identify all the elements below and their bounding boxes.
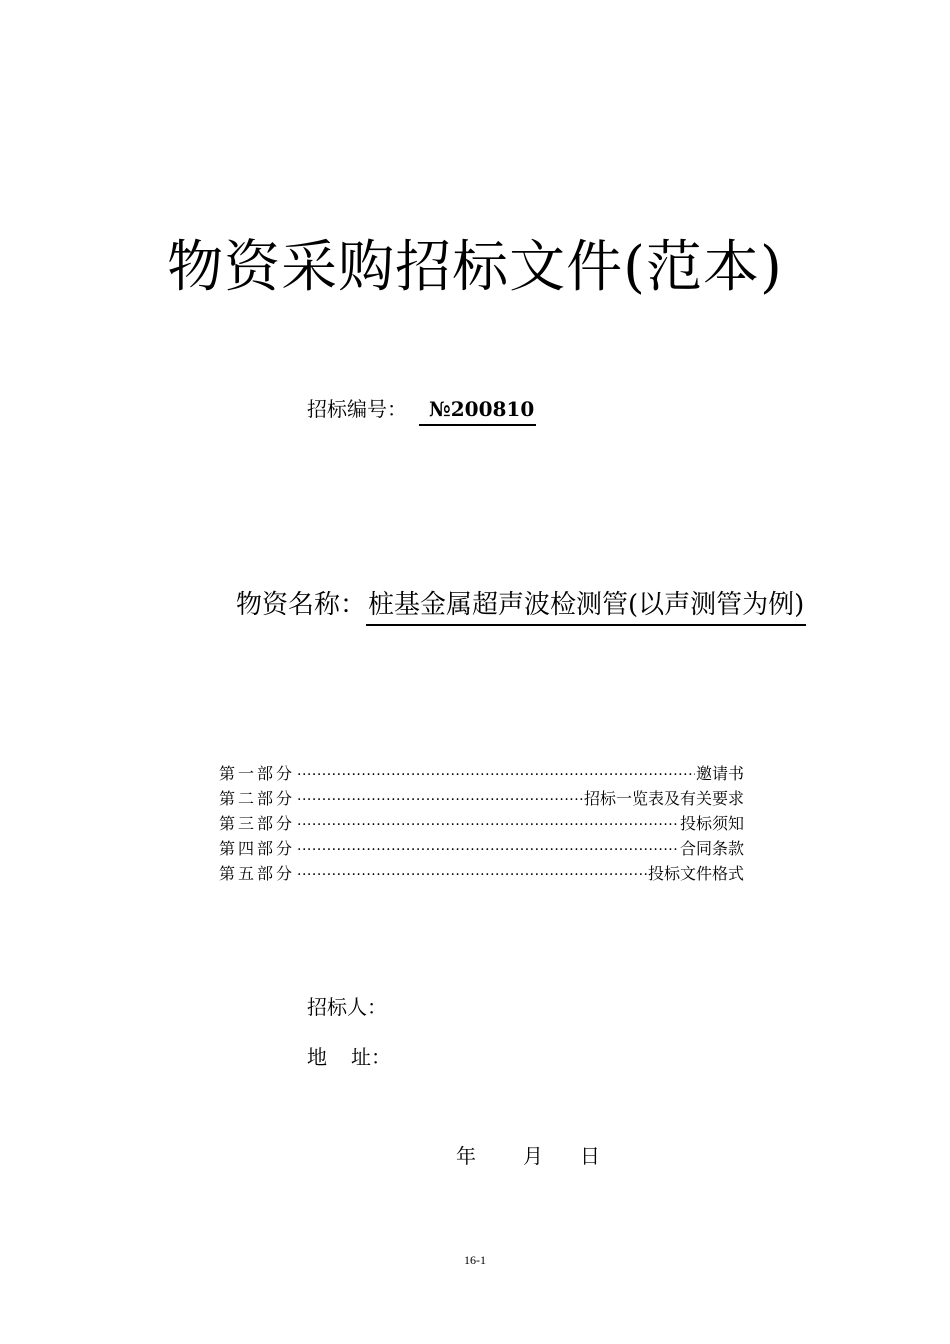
address-line	[307, 1042, 391, 1072]
toc-part-title: 投标文件格式	[647, 864, 744, 883]
date-year: 年	[456, 1144, 476, 1168]
bid-number-value: №200810	[419, 394, 536, 426]
material-name-value: 桩基金属超声波检测管(以声测管为例)	[366, 586, 806, 626]
toc-part-title: 邀请书	[695, 764, 744, 783]
document-title: 物资采购招标文件(范本)	[167, 235, 783, 300]
toc-part-label: 第一部分	[219, 764, 296, 783]
toc-part-label: 第二部分	[219, 789, 296, 808]
toc-item	[219, 786, 744, 811]
toc-dot-leader	[297, 763, 695, 786]
toc-dot-leader	[297, 863, 647, 886]
bid-number-label: 招标编号：	[307, 397, 407, 421]
toc-part-title: 合同条款	[679, 839, 744, 858]
toc-part-label: 第五部分	[219, 864, 296, 883]
toc-dot-leader	[297, 838, 679, 861]
date-month: 月	[523, 1144, 543, 1168]
bid-number-row	[307, 394, 536, 430]
bidder-label: 招标人：	[307, 995, 387, 1019]
toc-dot-leader	[297, 788, 583, 811]
address-label-first: 地	[307, 1045, 327, 1069]
toc-part-label: 第四部分	[219, 839, 296, 858]
toc-part-title: 招标一览表及有关要求	[583, 789, 744, 808]
bidder-line	[307, 992, 387, 1022]
toc-item	[219, 811, 744, 836]
page-number: 16-1	[464, 1253, 486, 1267]
toc-item	[219, 836, 744, 861]
toc-item	[219, 861, 744, 886]
toc-dot-leader	[297, 813, 679, 836]
address-label-second: 址：	[351, 1045, 391, 1069]
date-line	[456, 1141, 600, 1171]
toc-part-label: 第三部分	[219, 814, 296, 833]
table-of-contents	[219, 761, 744, 886]
toc-item	[219, 761, 744, 786]
material-name-label: 物资名称：	[236, 590, 367, 620]
material-name-row	[236, 586, 806, 626]
date-day: 日	[580, 1144, 600, 1168]
toc-part-title: 投标须知	[679, 814, 744, 833]
